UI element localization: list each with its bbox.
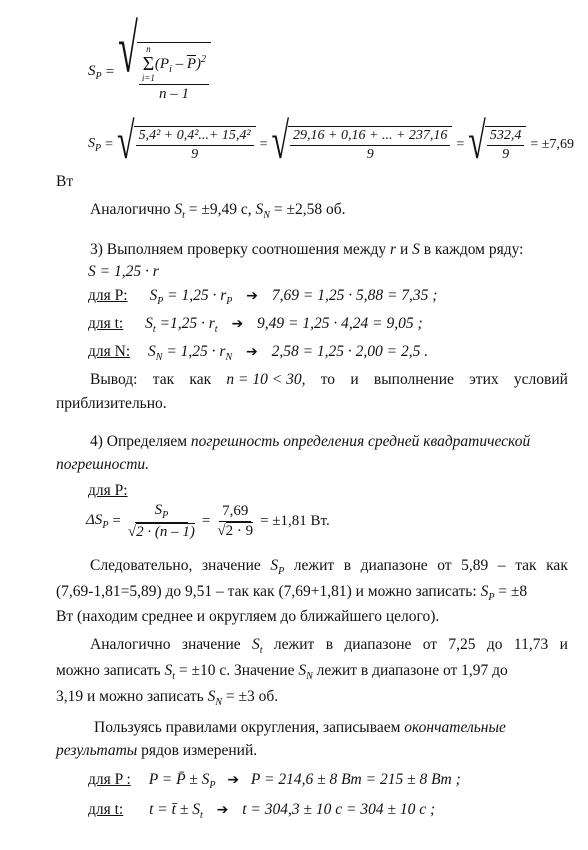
arrow-right-icon: ➔: [231, 316, 244, 332]
step3-row-n: для N: $S_N = 1,25 \cdot r_N$ ➔ 2,58 = 1,25 · 2,00 = 2,5 .: [88, 343, 429, 364]
final-row-p: для P : P = P̄ ± $S_P$ ➔ P = 214,6 ± 8 Bт = 215 ± 8 Bт ;: [88, 771, 461, 792]
final-row-t: для t: t = t̄ ± $S_t$ ➔ t = 304,3 ± 10 c = 304 ± 10 c ;: [88, 801, 436, 822]
arrow-right-icon: ➔: [245, 344, 258, 360]
arrow-right-icon: ➔: [227, 772, 240, 788]
conclusion-line-2: приблизительно.: [56, 395, 167, 412]
formula-sp-calculation: $S_P$ = √ $\frac{\text{5,4² + 0,4²...+ 15,4²}}{9}$ = √ $\frac{29,16 + 0,16 + ... + 237,16}{9}$ = √ $\frac{532,4}{9}$ = ±7,69: [88, 111, 574, 170]
step4-label-p: для P:: [88, 482, 128, 499]
equals-sign: =: [105, 64, 115, 80]
para2-line-3: 3,19 и можно записать $S_N = \pm 3$ об.: [56, 688, 279, 709]
formula-sp-definition: [88, 10, 211, 103]
formula-delta-sp: $\Delta S_P$ = $\frac{S_P}{√2 \cdot (n - 1)}$ = $\frac{7,69}{√2 \cdot 9}$ = ±1,81 Вт.: [86, 502, 330, 540]
step4-title-1: 4) Определяем погрешность определения средней квадратической: [90, 433, 531, 450]
step3-row-p: для P: $S_P = 1,25 \cdot r_P$ ➔ 7,69 = 1,25 · 5,88 = 7,35 ;: [88, 287, 438, 308]
arrow-right-icon: ➔: [246, 288, 259, 304]
para2-line-2: можно записать $S_t = \pm 10$ с. Значение $S_N$ лежит в диапазоне от 1,97 до: [56, 662, 508, 683]
step4-title-2: погрешности.: [56, 456, 150, 473]
step3-title: 3) Выполняем проверку соотношения между r и S в каждом ряду:: [90, 241, 524, 258]
para3-line-1: Пользуясь правилами округления, записываем окончательные: [94, 719, 506, 736]
para1-line-3: Вт (находим среднее и округляем до ближайшего целого).: [56, 608, 440, 625]
analog-line: Аналогично $S_t = \pm 9,49$ с, $S_N = \pm 2,58$ об.: [90, 201, 346, 222]
sqrt-expression: √ n Σ i=1 $(P_i - \overline{P})^2$ n – 1: [118, 42, 211, 103]
step3-row-t: для t: $S_t =1,25 \cdot r_t$ ➔ 9,49 = 1,25 · 4,24 = 9,05 ;: [88, 315, 423, 336]
para3-line-2: результаты рядов измерений.: [56, 742, 258, 759]
conclusion-line-1: Вывод: так как n = 10 < 30, то и выполнение этих условий: [90, 371, 568, 388]
step3-formula: S = 1,25 · r: [88, 263, 159, 280]
para2-line-1: Аналогично значение $S_t$ лежит в диапазоне от 7,25 до 11,73 и: [90, 636, 568, 657]
unit-watt: Вт: [56, 173, 74, 190]
formula-lhs: $S_P$: [88, 63, 102, 82]
arrow-right-icon: ➔: [216, 802, 229, 818]
para1-line-2: (7,69-1,81=5,89) до 9,51 – так как (7,69+1,81) и можно записать: $S_P = \pm 8$: [56, 583, 528, 604]
para1-line-1: Следовательно, значение $S_P$ лежит в диапазоне от 5,89 – так как: [90, 557, 568, 578]
